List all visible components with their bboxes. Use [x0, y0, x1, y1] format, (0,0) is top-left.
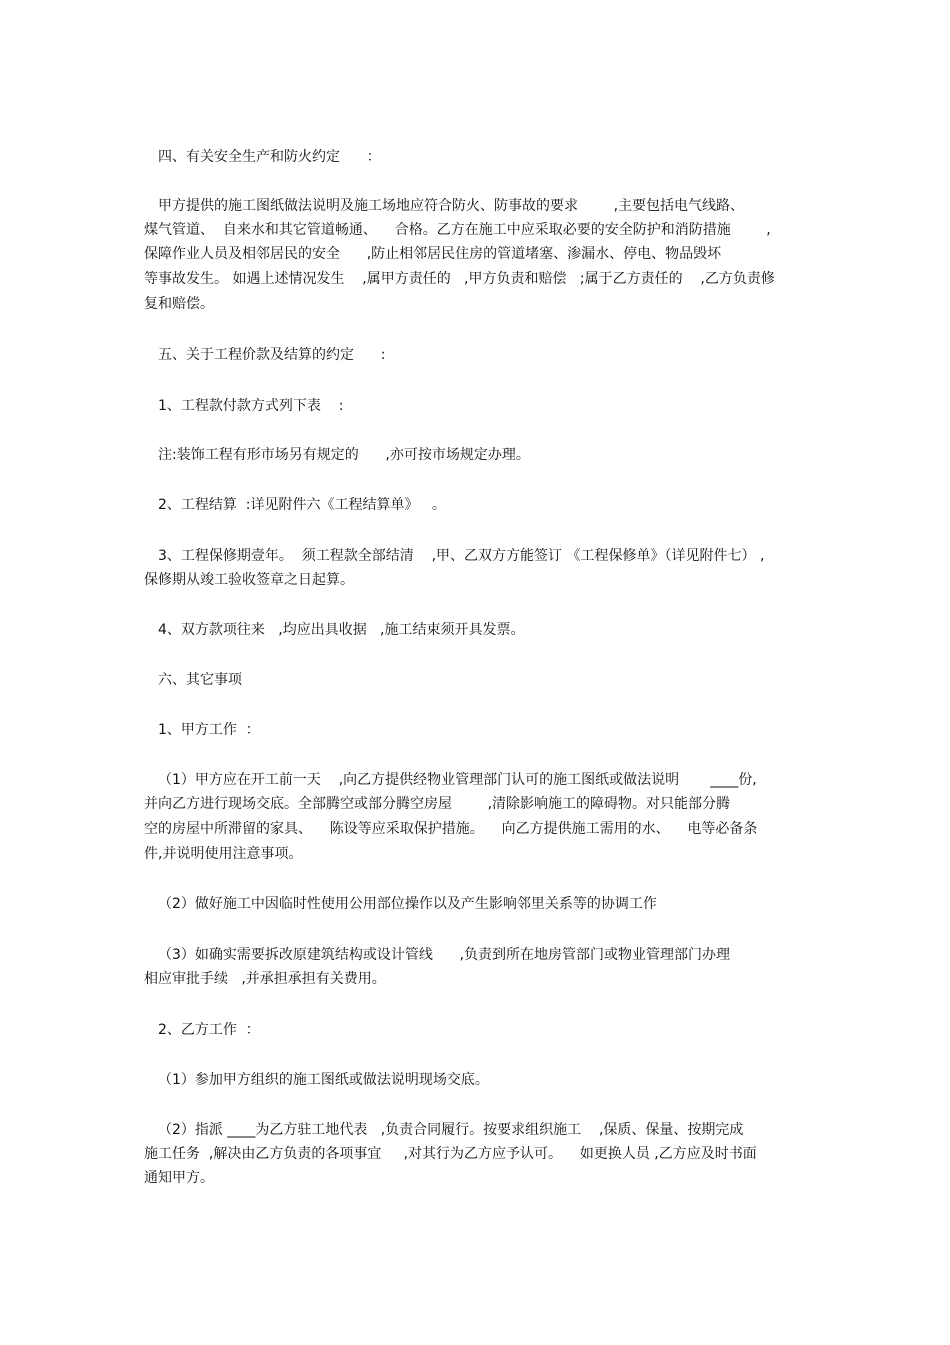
paragraph-line: 保修期从竣工验收签章之日起算。	[144, 572, 354, 588]
list-item: 1、工程款付款方式列下表 :	[158, 398, 344, 414]
section-heading-payment: 五、关于工程价款及结算的约定 :	[158, 347, 386, 363]
paragraph-line: 等事故发生。 如遇上述情况发生 ,属甲方责任的 ,甲方负责和赔偿 ;属于乙方责任的 ,乙方负责修	[144, 271, 775, 287]
section-heading-other: 六、其它事项	[158, 672, 242, 688]
paragraph-line: 空的房屋中所滞留的家具、 陈设等应采取保护措施。 向乙方提供施工需用的水、 电等必备条	[144, 821, 758, 837]
list-item: （3）如确实需要拆改原建筑结构或设计管线 ,负责到所在地房管部门或物业管理部门办理	[158, 947, 731, 963]
subheading-party-b: 2、乙方工作 ：	[158, 1022, 260, 1038]
subheading-party-a: 1、甲方工作 ：	[158, 722, 260, 738]
list-item: （2）指派 ____为乙方驻工地代表 ,负责合同履行。按要求组织施工 ,保质、保量、按期完成	[158, 1122, 744, 1138]
paragraph-line: 相应审批手续 ,并承担承担有关费用。	[144, 971, 386, 987]
note-line: 注:装饰工程有形市场另有规定的 ,亦可按市场规定办理。	[158, 447, 530, 463]
list-item: 4、双方款项往来 ,均应出具收据 ,施工结束须开具发票。	[158, 622, 525, 638]
list-item: （1）甲方应在开工前一天 ,向乙方提供经物业管理部门认可的施工图纸或做法说明 ____份,	[158, 772, 757, 788]
paragraph-line: 通知甲方。	[144, 1170, 214, 1186]
section-heading-fire-safety: 四、有关安全生产和防火约定 ：	[158, 149, 381, 165]
paragraph-line: 复和赔偿。	[144, 296, 214, 312]
list-item: （1）参加甲方组织的施工图纸或做法说明现场交底。	[158, 1072, 489, 1088]
paragraph-line: 并向乙方进行现场交底。全部腾空或部分腾空房屋 ,清除影响施工的障碍物。对只能部分腾	[144, 796, 731, 812]
list-item: 3、工程保修期壹年。 须工程款全部结清 ,甲、乙双方方能签订 《工程保修单》（详见附件七） ,	[158, 548, 765, 564]
list-item: 2、工程结算 :详见附件六《工程结算单》 。	[158, 497, 446, 513]
paragraph-line: 煤气管道、 自来水和其它管道畅通、 合格。乙方在施工中应采取必要的安全防护和消防措施 ,	[144, 222, 771, 238]
paragraph-line: 保障作业人员及相邻居民的安全 ,防止相邻居民住房的管道堵塞、渗漏水、停电、物品毁坏	[144, 246, 722, 262]
list-item: （2）做好施工中因临时性使用公用部位操作以及产生影响邻里关系等的协调工作	[158, 896, 657, 912]
paragraph-line: 施工任务 ,解决由乙方负责的各项事宜 ,对其行为乙方应予认可。 如更换人员 ,乙方应及时书面	[144, 1146, 757, 1162]
paragraph-line: 甲方提供的施工图纸做法说明及施工场地应符合防火、防事故的要求 ,主要包括电气线路、	[158, 198, 745, 214]
paragraph-line: 件,并说明使用注意事项。	[144, 846, 303, 862]
